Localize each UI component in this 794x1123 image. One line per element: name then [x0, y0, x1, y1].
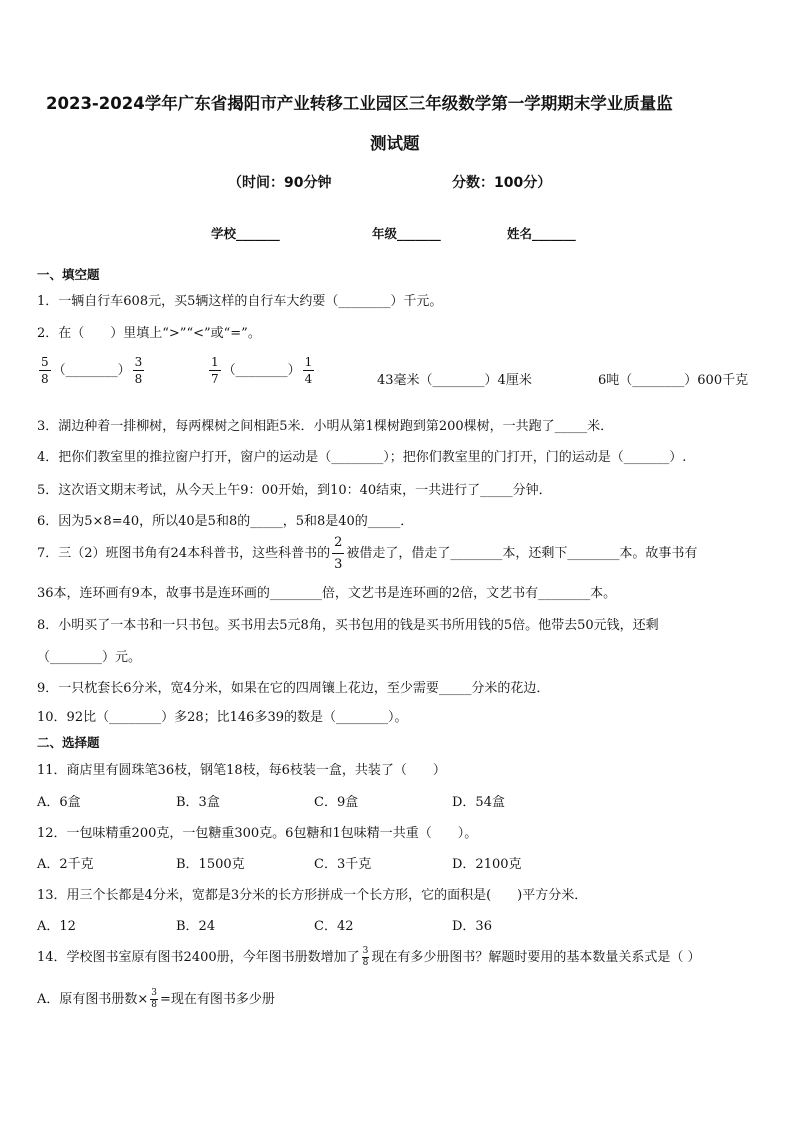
section-heading-choice: 二、选择题 — [37, 735, 100, 750]
fraction: $\frac{3}{8}$ — [134, 355, 143, 386]
question-2-item-3: 43毫米（________）4厘米 — [377, 373, 532, 388]
question-11-option-c: C．9盒 — [314, 795, 359, 810]
question-12-option-d: D．2100克 — [452, 857, 522, 872]
question-11-option-a: A．6盒 — [37, 795, 81, 810]
question-2: 2．在（ ）里填上“>”“<”或“=”。 — [37, 326, 261, 341]
question-13-option-a: A．12 — [37, 919, 76, 934]
question-10: 10．92比（________）多28；比146多39的数是（________）。 — [37, 710, 408, 725]
fraction: $\frac{3}{8}$ — [362, 946, 369, 968]
question-12-option-c: C．3千克 — [314, 857, 372, 872]
question-2-item-2 — [207, 356, 316, 385]
fraction: $\frac{1}{4}$ — [304, 355, 313, 386]
question-13-option-b: B．24 — [176, 919, 216, 934]
question-7-line-2: 36本，连环画有9本，故事书是连环画的________倍，文艺书是连环画的2倍，文艺书有________本。 — [37, 586, 617, 601]
question-12-option-b: B．1500克 — [176, 857, 245, 872]
school-field: 学校_______ — [211, 226, 280, 241]
fraction: $\frac{2}{3}$ — [334, 535, 343, 572]
question-13-option-c: C．42 — [314, 919, 354, 934]
question-5: 5．这次语文期末考试，从今天上午9：00开始，到10：40结束，一共进行了_____分钟． — [37, 483, 552, 498]
question-13: 13．用三个长都是4分米，宽都是3分米的长方形拼成一个长方形，它的面积是( )平方分米． — [37, 888, 588, 903]
grade-field: 年级_______ — [372, 226, 441, 241]
question-14: 14．学校图书室原有图书2400册，今年图书册数增加了 $\frac{3}{8}$ 现在有多少册图书？解题时要用的基本数量关系式是（ ） — [37, 946, 701, 968]
page-title-line-2: 测试题 — [370, 134, 420, 153]
question-7-line-1: 7．三（2）班图书角有24本科普书，这些科普书的 $\frac{2}{3}$ 被借走了，借走了________本，还剩下________本。故事书有 — [37, 535, 698, 572]
question-13-option-d: D．36 — [452, 919, 492, 934]
fraction: $\frac{3}{8}$ — [151, 988, 158, 1010]
question-12-option-a: A．2千克 — [37, 857, 94, 872]
exam-score: 分数：100分） — [452, 175, 552, 191]
question-14-option-a: A．原有图书册数× $\frac{3}{8}$ =现在有图书多少册 — [37, 988, 275, 1010]
page-title-line-1: 2023-2024学年广东省揭阳市产业转移工业园区三年级数学第一学期期末学业质量监 — [46, 94, 673, 113]
name-field: 姓名_______ — [507, 226, 576, 241]
question-11: 11．商店里有圆珠笔36枝，钢笔18枝，每6枝装一盒，共装了（ ） — [37, 763, 446, 778]
answer-blank: （________） — [222, 363, 301, 378]
question-8-line-2: （________）元。 — [37, 650, 142, 665]
fraction: $\frac{1}{7}$ — [211, 355, 219, 386]
question-11-option-d: D．54盒 — [452, 795, 505, 810]
question-8-line-1: 8．小明买了一本书和一只书包。买书用去5元8角，买书包用的钱是买书所用钱的5倍。他带去50元钱，还剩 — [37, 618, 659, 633]
question-2-item-4: 6吨（________）600千克 — [598, 373, 749, 388]
section-heading-fill-in: 一、填空题 — [37, 267, 100, 282]
fraction: $\frac{5}{8}$ — [41, 355, 49, 386]
question-3: 3．湖边种着一排柳树，每两棵树之间相距5米．小明从第1棵树跑到第200棵树，一共跑了_____米． — [37, 419, 614, 434]
question-6: 6．因为5×8=40，所以40是5和8的_____，5和8是40的_____． — [37, 514, 414, 529]
question-2-item-1 — [37, 356, 146, 385]
question-12: 12．一包味精重200克，一包糖重300克。6包糖和1包味精一共重（ ）。 — [37, 826, 478, 841]
question-4: 4．把你们教室里的推拉窗户打开，窗户的运动是（________）；把你们教室里的门打开，门的运动是（_______）. — [37, 450, 687, 465]
question-1: 1．一辆自行车608元，买5辆这样的自行车大约要（________）千元。 — [37, 294, 443, 309]
question-11-option-b: B．3盒 — [176, 795, 220, 810]
question-9: 9．一只枕套长6分米，宽4分米，如果在它的四周镶上花边，至少需要_____分米的花边． — [37, 681, 550, 696]
exam-time: （时间：90分钟 — [228, 175, 332, 191]
answer-blank: （________） — [52, 363, 131, 378]
